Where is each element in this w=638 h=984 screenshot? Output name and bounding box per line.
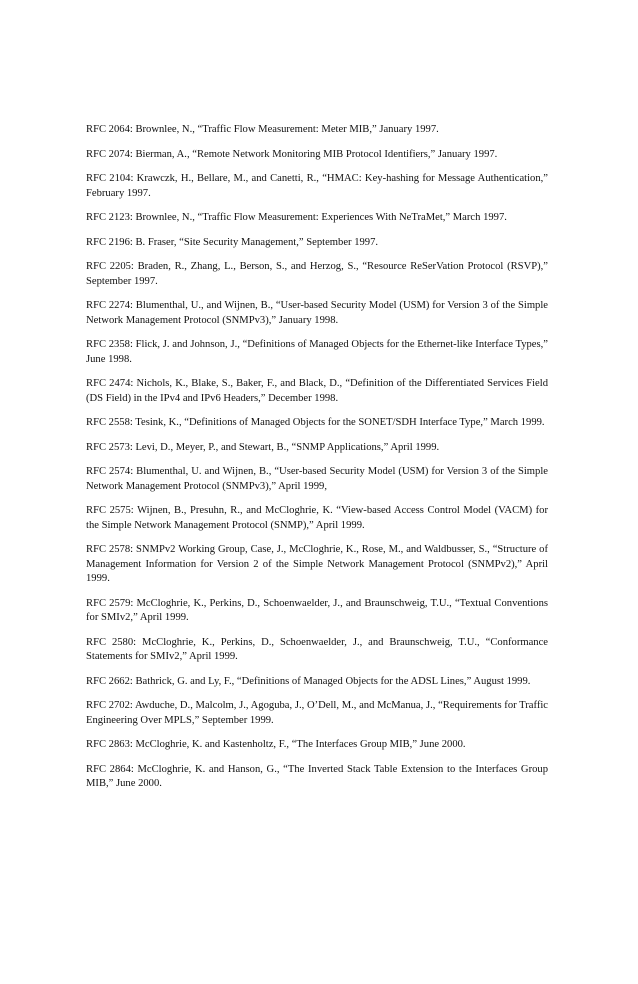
reference-rfc-2574: RFC 2574: Blumenthal, U. and Wijnen, B., “User-based Security Model (USM) for Version 3 of the Simple Network Management Protocol (SNMPv3),” April 1999, [86, 466, 548, 492]
reference-rfc-2558: RFC 2558: Tesink, K., “Definitions of Managed Objects for the SONET/SDH Interface Type,” March 1999. [86, 417, 545, 428]
reference-rfc-2579: RFC 2579: McCloghrie, K., Perkins, D., Schoenwaelder, J., and Braunschweig, T.U., “Textual Conventions for SMIv2,” April 1999. [86, 597, 548, 623]
reference-list [86, 123, 548, 802]
reference-rfc-2196: RFC 2196: B. Fraser, “Site Security Management,” September 1997. [86, 236, 379, 248]
reference-rfc-2573: RFC 2573: Levi, D., Meyer, P., and Stewart, B., “SNMP Applications,” April 1999. [86, 441, 440, 453]
reference-rfc-2474: RFC 2474: Nichols, K., Blake, S., Baker, F., and Black, D., “Definition of the Differentiated Services Field (DS Field) in the IPv4 and IPv6 Headers,” December 1998. [86, 378, 548, 404]
reference-rfc-2702: RFC 2702: Awduche, D., Malcolm, J., Agoguba, J., O’Dell, M., and McManua, J., “Requirements for Traffic Engineering Over MPLS,” September 1999. [86, 700, 548, 726]
reference-rfc-2864: RFC 2864: McCloghrie, K. and Hanson, G., “The Inverted Stack Table Extension to the Interfaces Group MIB,” June 2000. [86, 763, 548, 789]
reference-rfc-2863: RFC 2863: McCloghrie, K. and Kastenholtz, F., “The Interfaces Group MIB,” June 2000. [86, 739, 466, 750]
reference-rfc-2580: RFC 2580: McCloghrie, K., Perkins, D., Schoenwaelder, J., and Braunschweig, T.U., “Conformance Statements for SMIv2,” April 1999. [86, 636, 548, 662]
reference-rfc-2064: RFC 2064: Brownlee, N., “Traffic Flow Measurement: Meter MIB,” January 1997. [86, 124, 439, 135]
reference-rfc-2074: RFC 2074: Bierman, A., “Remote Network Monitoring MIB Protocol Identifiers,” January 1997. [86, 148, 498, 160]
reference-rfc-2123: RFC 2123: Brownlee, N., “Traffic Flow Measurement: Experiences With NeTraMet,” March 1997. [86, 212, 507, 223]
reference-rfc-2662: RFC 2662: Bathrick, G. and Ly, F., “Definitions of Managed Objects for the ADSL Lines,” August 1999. [86, 675, 531, 687]
reference-rfc-2104: RFC 2104: Krawczk, H., Bellare, M., and Canetti, R., “HMAC: Key-hashing for Message Authentication,” February 1997. [86, 173, 548, 199]
reference-rfc-2205: RFC 2205: Braden, R., Zhang, L., Berson, S., and Herzog, S., “Resource ReSerVation Protocol (RSVP),” September 1997. [86, 261, 548, 287]
reference-rfc-2578: RFC 2578: SNMPv2 Working Group, Case, J., McCloghrie, K., Rose, M., and Waldbusser, S., “Structure of Management Information for Version 2 of the Simple Network Management Protocol (SNMPv2),” April 1999. [86, 544, 548, 584]
reference-rfc-2575: RFC 2575: Wijnen, B., Presuhn, R., and McCloghrie, K. “View-based Access Control Model (VACM) for the Simple Network Management Protocol (SNMP),” April 1999. [86, 505, 548, 531]
reference-rfc-2274: RFC 2274: Blumenthal, U., and Wijnen, B., “User-based Security Model (USM) for Version 3 of the Simple Network Management Protocol (SNMPv3),” January 1998. [86, 300, 548, 326]
reference-rfc-2358: RFC 2358: Flick, J. and Johnson, J., “Definitions of Managed Objects for the Ethernet-like Interface Types,” June 1998. [86, 339, 548, 365]
